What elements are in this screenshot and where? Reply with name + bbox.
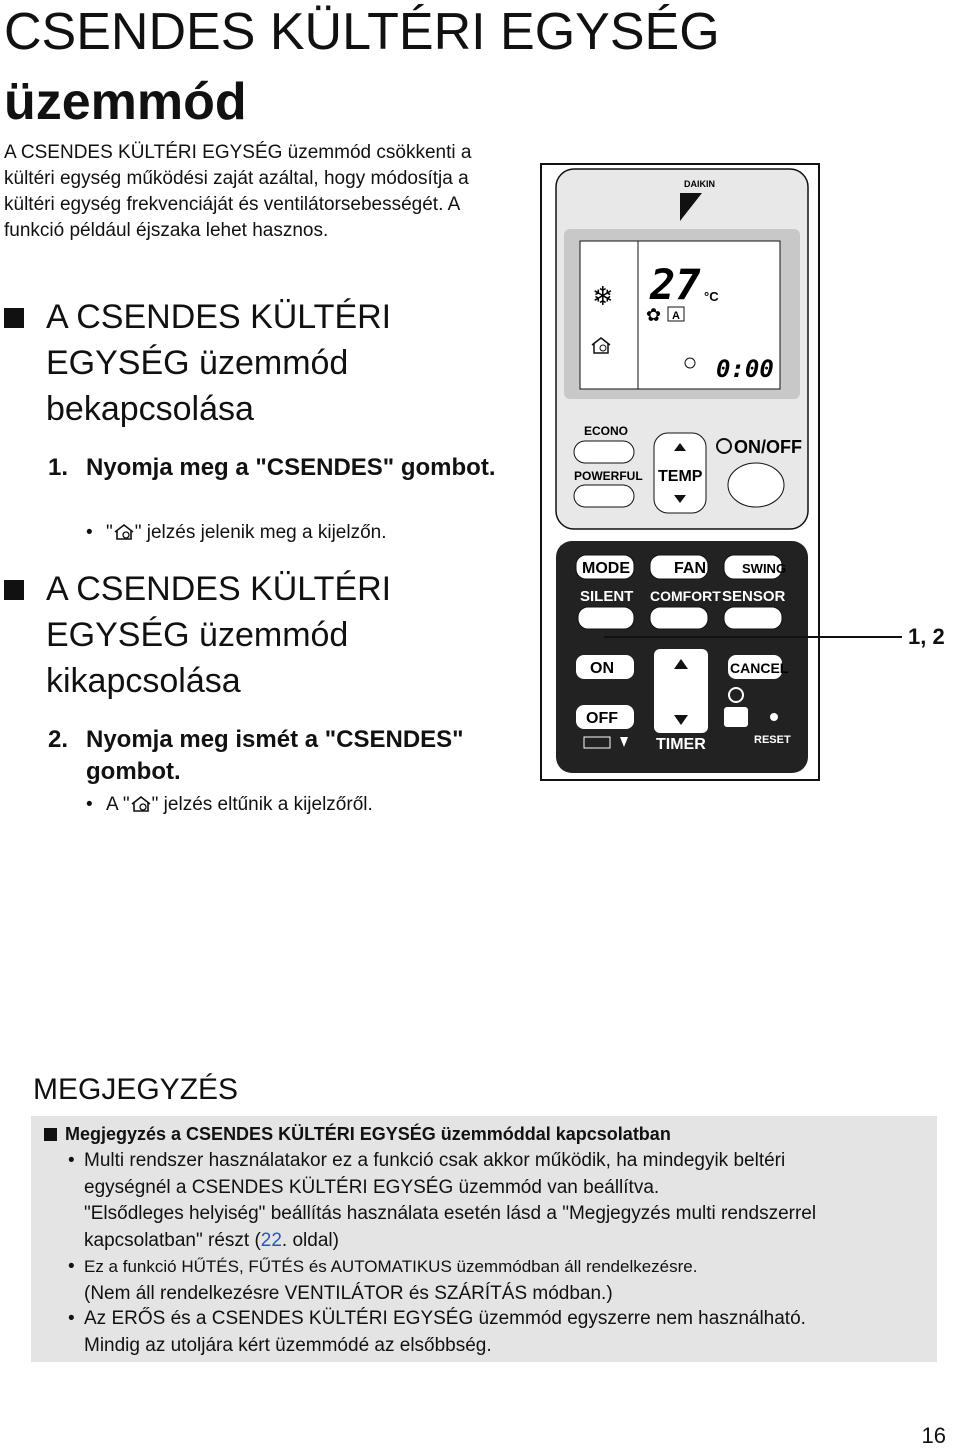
fan-label: FAN — [674, 560, 706, 577]
bullet-pre: " — [106, 522, 113, 543]
note-item-1: • Multi rendszer használatakor ez a funkció csak akkor működik, ha mindegyik beltéri egységnél a CSENDES KÜLTÉRI EGYSÉG üzemmód van beállítva. "Elsődleges helyiség" beállítás használata esetén lásd a "Megjegyzés multi rendszerrel kapcsolatban" részt (22. oldal) — [84, 1148, 924, 1254]
mode-label: MODE — [582, 560, 630, 577]
section-off-heading-text: A CSENDES KÜLTÉRI EGYSÉG üzemmód kikapcsolása — [46, 570, 392, 700]
reset-label: RESET — [754, 734, 791, 746]
page-number: 16 — [921, 1423, 946, 1448]
onoff-button[interactable] — [728, 463, 784, 507]
intro-paragraph: A CSENDES KÜLTÉRI EGYSÉG üzemmód csökkenti a kültéri egység működési zaját azáltal, hogy módosítja a kültéri egység frekvenciáját és ventilátorsebességét. A funkció például éjszaka lehet hasznos. — [4, 142, 472, 241]
section-on-heading-text: A CSENDES KÜLTÉRI EGYSÉG üzemmód bekapcsolása — [46, 298, 392, 428]
silent-label: SILENT — [580, 588, 634, 605]
reset-button[interactable] — [770, 713, 778, 721]
note-item-1-line4: kapcsolatban" részt (22. oldal) — [84, 1229, 339, 1251]
page-subtitle: üzemmód — [4, 73, 247, 131]
powerful-button[interactable] — [574, 485, 634, 507]
note-item-3: • Az ERŐS és a CSENDES KÜLTÉRI EGYSÉG üzemmód egyszerre nem használható. Mindig az utoljára kért üzemmódé az elsőbbség. — [84, 1306, 924, 1359]
note-title: MEGJEGYZÉS — [33, 1073, 239, 1106]
page-title: CSENDES KÜLTÉRI EGYSÉG — [4, 3, 720, 61]
callout-label: 1, 2 — [908, 624, 945, 649]
callout-line — [604, 636, 902, 638]
temp-label: TEMP — [658, 468, 703, 485]
lcd-unit: °C — [704, 289, 719, 304]
note-heading — [44, 1122, 671, 1146]
section-square-icon — [4, 580, 24, 600]
note-item-3-line2: Mindig az utoljára kért üzemmódé az elsőbbség. — [84, 1334, 492, 1356]
comfort-label: COMFORT — [650, 588, 721, 604]
lcd-temperature: 27 — [650, 260, 701, 309]
note-item-1-line1: Multi rendszer használatakor ez a funkció csak akkor működik, ha mindegyik beltéri — [84, 1150, 786, 1171]
silent-button[interactable] — [578, 607, 634, 629]
econo-button[interactable] — [574, 441, 634, 463]
powerful-label: POWERFUL — [574, 469, 643, 483]
note-item-2-line2: (Nem áll rendelkezésre VENTILÁTOR és SZÁRÍTÁS módban.) — [84, 1282, 613, 1304]
step-1-number: 1. — [48, 454, 69, 481]
swing-label: SWING — [742, 561, 787, 576]
page-reference-link[interactable]: 22 — [260, 1229, 282, 1251]
on-label: ON — [590, 660, 614, 677]
silent-outdoor-icon — [113, 523, 135, 541]
section-off-heading — [46, 566, 506, 704]
lcd-fan-icon: ✿ — [646, 305, 662, 326]
step-2-number: 2. — [48, 726, 69, 753]
sensor-button[interactable] — [724, 607, 782, 629]
lcd-time: 0:00 — [716, 355, 774, 383]
step-2-bullet: • A " " jelzés eltűnik a kijelzőről. — [86, 794, 373, 815]
onoff-label: ON/OFF — [734, 437, 802, 457]
step-1-text: Nyomja meg a "CSENDES" gombot. — [86, 454, 496, 481]
step-2 — [48, 724, 556, 788]
note-item-2: • Ez a funkció HŰTÉS, FŰTÉS és AUTOMATIKUS üzemmódban áll rendelkezésre. (Nem áll rendelkezésre VENTILÁTOR és SZÁRÍTÁS módban.) — [84, 1254, 924, 1307]
bullet-pre: A " — [106, 794, 130, 815]
section-on-heading — [46, 294, 506, 432]
bullet-post: " jelzés jelenik meg a kijelzőn. — [134, 522, 387, 543]
lcd-fan-auto: A — [672, 310, 680, 322]
off-label: OFF — [586, 710, 618, 727]
note-item-1-line2: egységnél a CSENDES KÜLTÉRI EGYSÉG üzemmód van beállítva. — [84, 1176, 660, 1198]
note-item-2-line1: Ez a funkció HŰTÉS, FŰTÉS és AUTOMATIKUS üzemmódban áll rendelkezésre. — [84, 1257, 698, 1276]
remote-control-illustration — [540, 163, 820, 781]
econo-label: ECONO — [584, 424, 629, 438]
note-heading-text: Megjegyzés a CSENDES KÜLTÉRI EGYSÉG üzemmóddal kapcsolatban — [65, 1124, 671, 1144]
step-1 — [48, 452, 556, 484]
bullet-post: " jelzés eltűnik a kijelzőről. — [151, 794, 373, 815]
note-item-1-line3: "Elsődleges helyiség" beállítás használata esetén lásd a "Megjegyzés multi rendszerrel — [84, 1203, 817, 1224]
timer-set-button[interactable] — [724, 707, 748, 727]
cool-mode-icon: ❄ — [592, 282, 614, 312]
step-1-bullet: • " " jelzés jelenik meg a kijelzőn. — [86, 522, 387, 543]
timer-label: TIMER — [656, 736, 706, 753]
comfort-button[interactable] — [650, 607, 708, 629]
section-square-icon — [4, 308, 24, 328]
note-square-icon — [44, 1128, 57, 1141]
step-2-text: Nyomja meg ismét a "CSENDES" gombot. — [86, 726, 464, 785]
silent-outdoor-icon — [130, 795, 152, 813]
sensor-label: SENSOR — [722, 588, 786, 605]
note-item-3-line1: Az ERŐS és a CSENDES KÜLTÉRI EGYSÉG üzemmód egyszerre nem használható. — [84, 1308, 806, 1329]
brand-logo: DAIKIN — [684, 179, 715, 189]
cancel-label: CANCEL — [730, 660, 789, 676]
